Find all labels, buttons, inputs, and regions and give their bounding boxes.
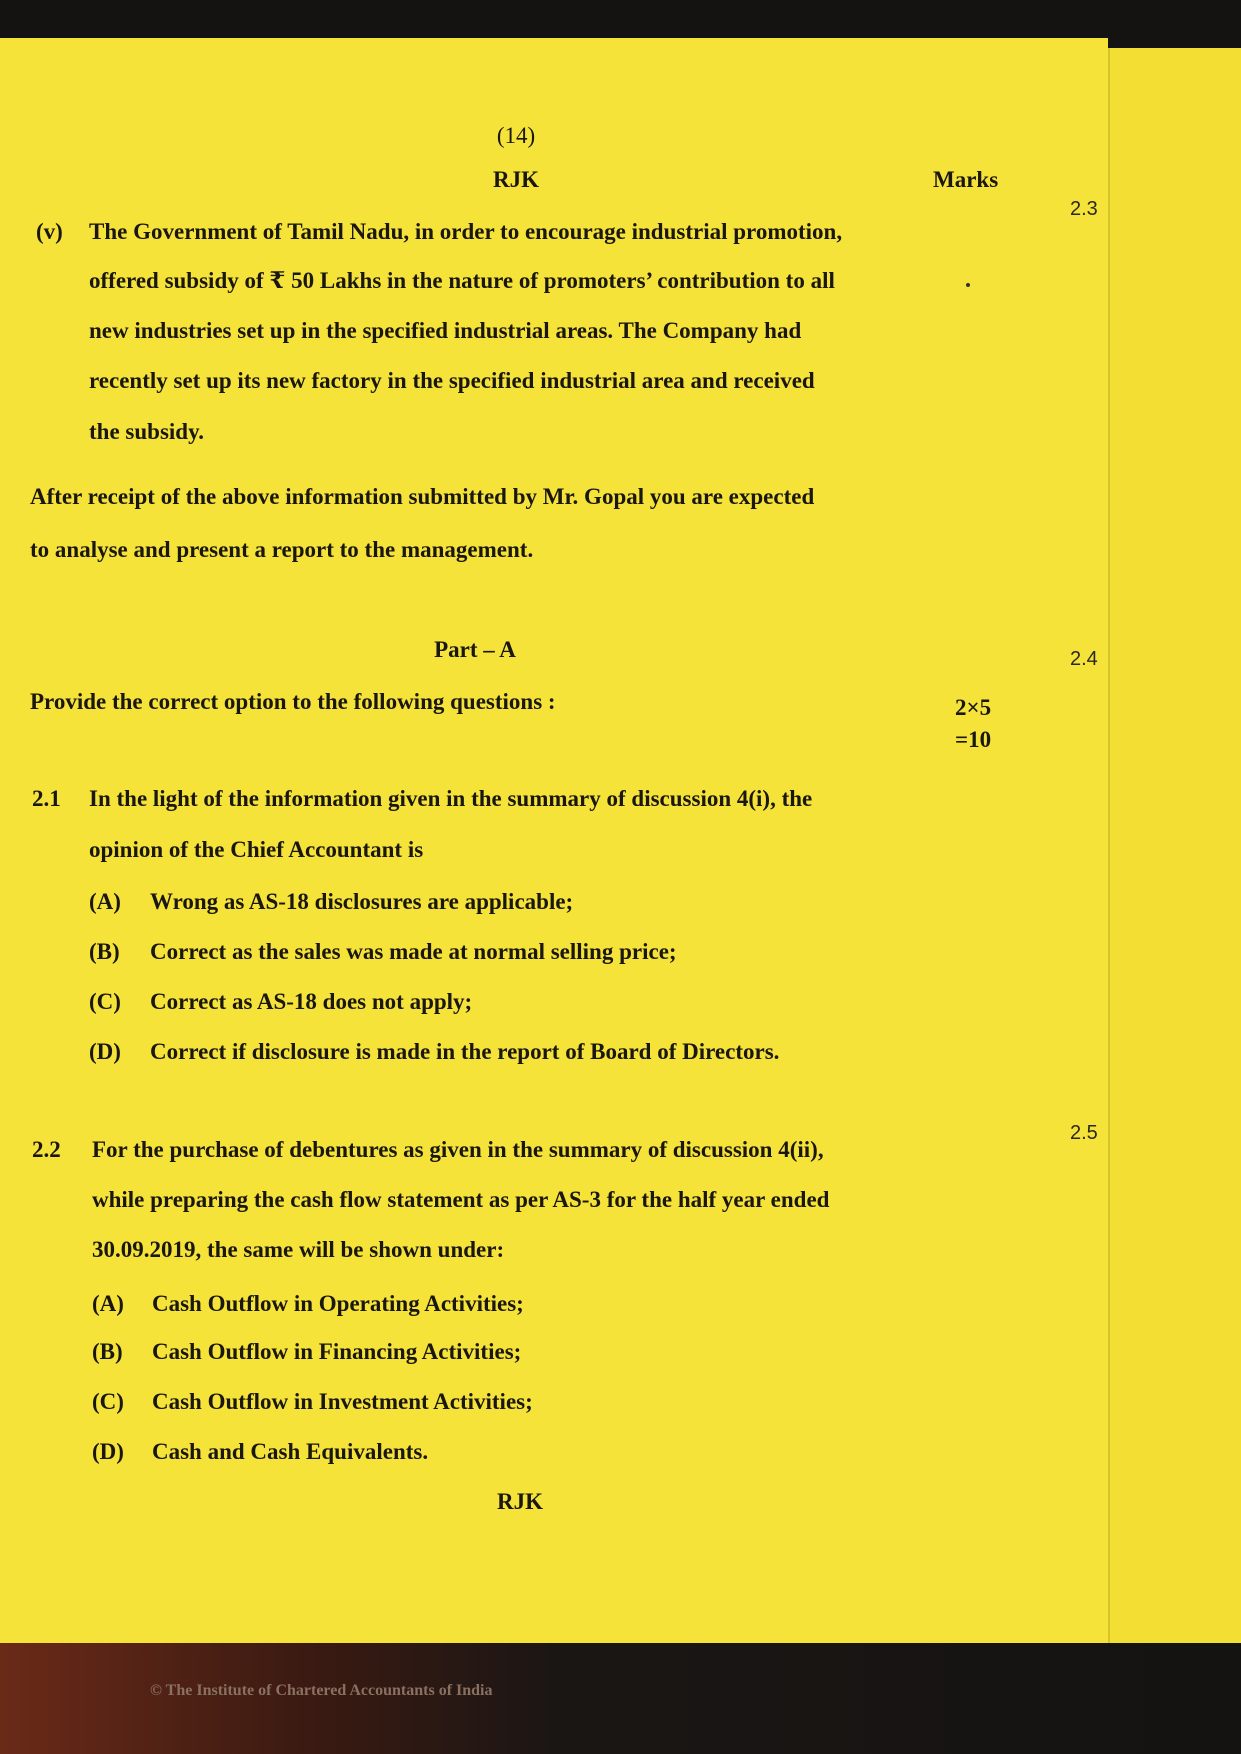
option-label: (A) bbox=[89, 889, 121, 914]
item-v-label: (v) bbox=[36, 219, 63, 244]
question-text-line: 30.09.2019, the same will be shown under: bbox=[92, 1237, 505, 1262]
option-text: Cash Outflow in Operating Activities; bbox=[152, 1291, 524, 1316]
option-text: Correct if disclosure is made in the report of Board of Directors. bbox=[150, 1039, 780, 1064]
option-text: Wrong as AS-18 disclosures are applicable; bbox=[150, 889, 574, 914]
margin-number-2-4: 2.4 bbox=[1070, 648, 1098, 670]
footer-code: RJK bbox=[497, 1489, 543, 1514]
option-text: Cash Outflow in Investment Activities; bbox=[152, 1389, 533, 1414]
page-code: RJK bbox=[493, 167, 539, 192]
item-v-line: new industries set up in the specified industrial areas. The Company had bbox=[89, 318, 802, 343]
item-v-line: the subsidy. bbox=[89, 419, 205, 444]
option-label: (A) bbox=[92, 1291, 124, 1316]
part-marks-total: =10 bbox=[955, 727, 992, 752]
instruction-line: to analyse and present a report to the management. bbox=[30, 537, 534, 562]
question-text-line: For the purchase of debentures as given in the summary of discussion 4(ii), bbox=[92, 1137, 824, 1162]
question-text-line: In the light of the information given in the summary of discussion 4(i), the bbox=[89, 786, 813, 811]
item-v-line: offered subsidy of ₹ 50 Lakhs in the nature of promoters’ contribution to all bbox=[89, 268, 835, 293]
item-v-line: recently set up its new factory in the specified industrial area and received bbox=[89, 368, 815, 393]
part-prompt: Provide the correct option to the following questions : bbox=[30, 689, 556, 714]
question-text-line: while preparing the cash flow statement as per AS-3 for the half year ended bbox=[92, 1187, 830, 1212]
option-label: (B) bbox=[92, 1339, 123, 1364]
option-text: Correct as the sales was made at normal selling price; bbox=[150, 939, 677, 964]
margin-number-2-3: 2.3 bbox=[1070, 198, 1098, 220]
question-text-line: opinion of the Chief Accountant is bbox=[89, 837, 424, 862]
option-label: (D) bbox=[92, 1439, 124, 1464]
page-number: (14) bbox=[496, 123, 536, 148]
option-label: (C) bbox=[92, 1389, 124, 1414]
part-marks: 2×5 bbox=[955, 695, 992, 720]
question-number: 2.2 bbox=[32, 1137, 61, 1162]
copyright-notice: © The Institute of Chartered Accountants of India bbox=[150, 1682, 493, 1699]
option-text: Cash and Cash Equivalents. bbox=[152, 1439, 429, 1464]
margin-number-2-5: 2.5 bbox=[1070, 1122, 1098, 1144]
option-label: (C) bbox=[89, 989, 121, 1014]
adjacent-page-edge bbox=[1108, 48, 1241, 1648]
option-text: Cash Outflow in Financing Activities; bbox=[152, 1339, 522, 1364]
option-label: (D) bbox=[89, 1039, 121, 1064]
instruction-line: After receipt of the above information submitted by Mr. Gopal you are expected bbox=[30, 484, 815, 509]
item-v-line: The Government of Tamil Nadu, in order to encourage industrial promotion, bbox=[89, 219, 843, 244]
marks-header: Marks bbox=[933, 167, 999, 192]
question-number: 2.1 bbox=[32, 786, 61, 811]
option-label: (B) bbox=[89, 939, 120, 964]
part-title: Part – A bbox=[434, 637, 516, 662]
stray-mark bbox=[966, 283, 970, 287]
option-text: Correct as AS-18 does not apply; bbox=[150, 989, 473, 1014]
